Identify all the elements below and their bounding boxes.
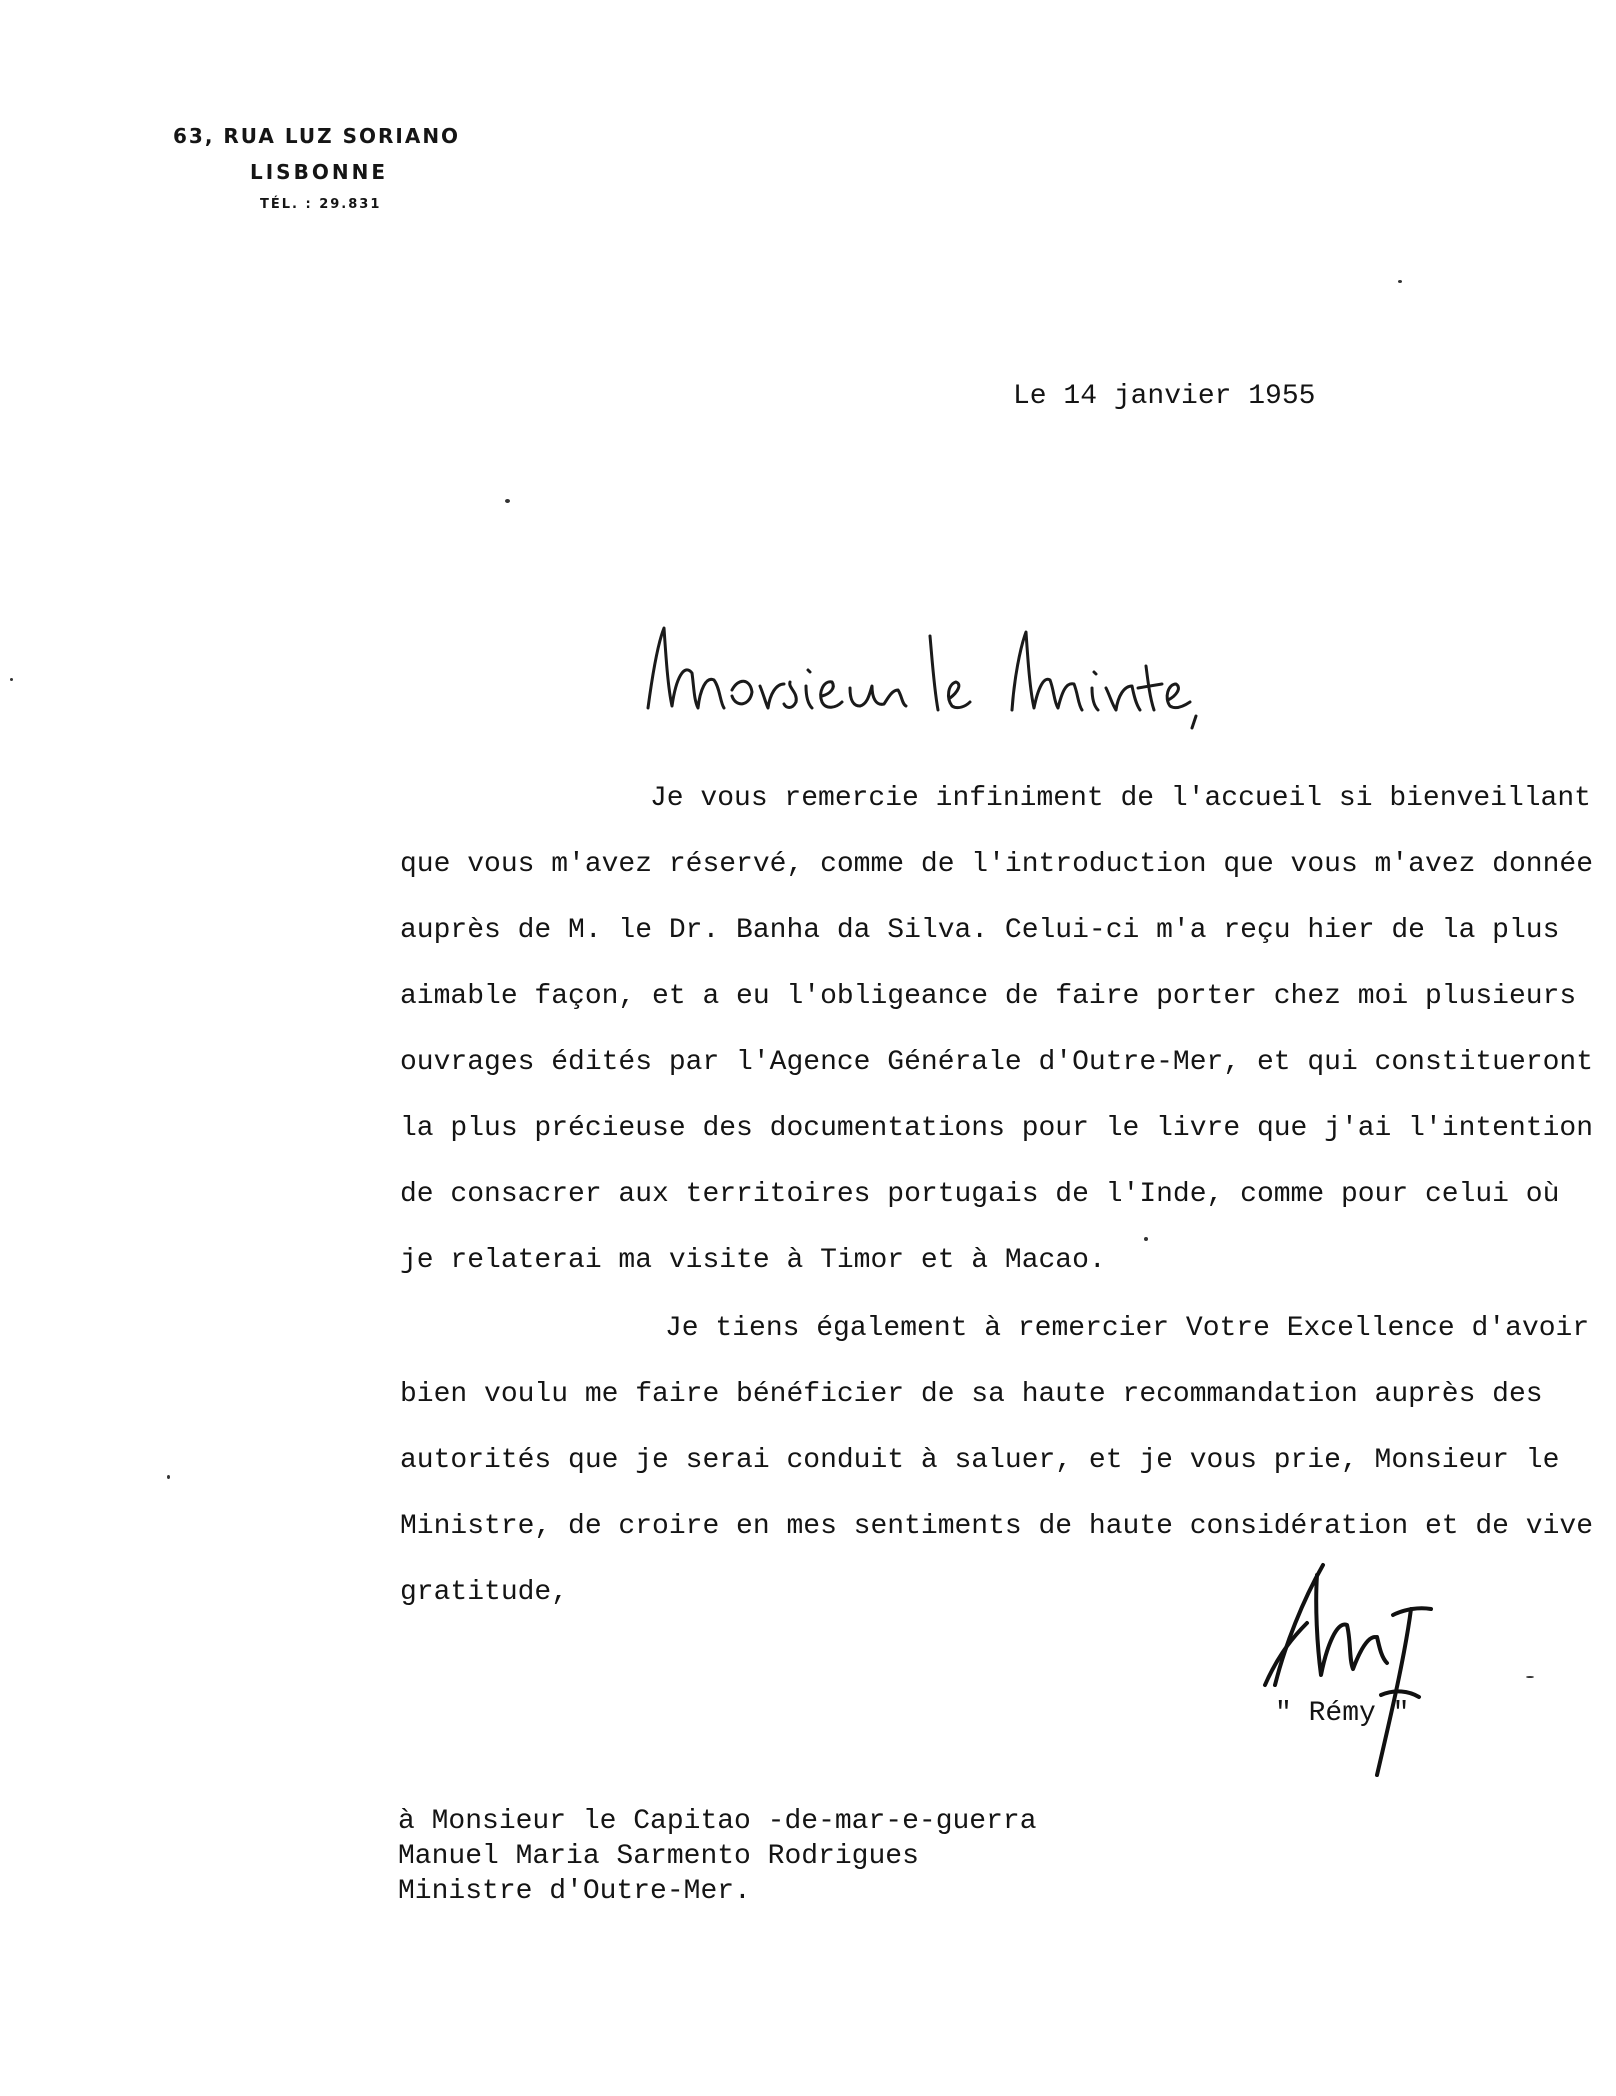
body-line: la plus précieuse des documentations pour le livre que j'ai l'intention xyxy=(400,1113,1593,1144)
body-line: Ministre, de croire en mes sentiments de haute considération et de vive xyxy=(400,1511,1593,1542)
scan-speck xyxy=(1398,280,1402,283)
addressee-block xyxy=(398,1804,1037,1909)
handwritten-salutation xyxy=(640,618,1200,738)
addressee-line: Ministre d'Outre-Mer. xyxy=(398,1876,751,1907)
body-line: que vous m'avez réservé, comme de l'introduction que vous m'avez donnée xyxy=(400,849,1593,880)
body-line: autorités que je serai conduit à saluer, et je vous prie, Monsieur le xyxy=(400,1445,1560,1476)
handwritten-signature xyxy=(1255,1545,1455,1785)
body-line: Je tiens également à remercier Votre Excellence d'avoir xyxy=(665,1313,1590,1344)
letterhead-phone: TÉL. : 29.831 xyxy=(260,197,382,212)
body-line: ouvrages édités par l'Agence Générale d'Outre-Mer, et qui constitueront xyxy=(400,1047,1593,1078)
addressee-line: à Monsieur le Capitao -de-mar-e-guerra xyxy=(398,1806,1037,1837)
scan-speck xyxy=(167,1475,170,1479)
body-line: aimable façon, et a eu l'obligeance de faire porter chez moi plusieurs xyxy=(400,981,1577,1012)
scan-speck xyxy=(1144,1237,1148,1241)
letter-date: Le 14 janvier 1955 xyxy=(1013,381,1316,412)
body-line: bien voulu me faire bénéficier de sa haute recommandation auprès des xyxy=(400,1379,1543,1410)
signature-name: " Rémy " xyxy=(1275,1698,1410,1729)
letterhead-city: LISBONNE xyxy=(250,160,388,184)
body-line: Je vous remercie infiniment de l'accueil si bienveillant xyxy=(650,783,1591,814)
letterhead-street: 63, RUA LUZ SORIANO xyxy=(173,124,461,148)
addressee-line: Manuel Maria Sarmento Rodrigues xyxy=(398,1841,919,1872)
body-line: gratitude, xyxy=(400,1577,569,1608)
scan-speck xyxy=(1526,1676,1534,1678)
body-line: auprès de M. le Dr. Banha da Silva. Celui-ci m'a reçu hier de la plus xyxy=(400,915,1560,946)
scan-speck xyxy=(10,678,13,681)
scan-speck xyxy=(505,499,510,503)
body-line: de consacrer aux territoires portugais de l'Inde, comme pour celui où xyxy=(400,1179,1560,1210)
body-line: je relaterai ma visite à Timor et à Macao. xyxy=(400,1245,1106,1276)
